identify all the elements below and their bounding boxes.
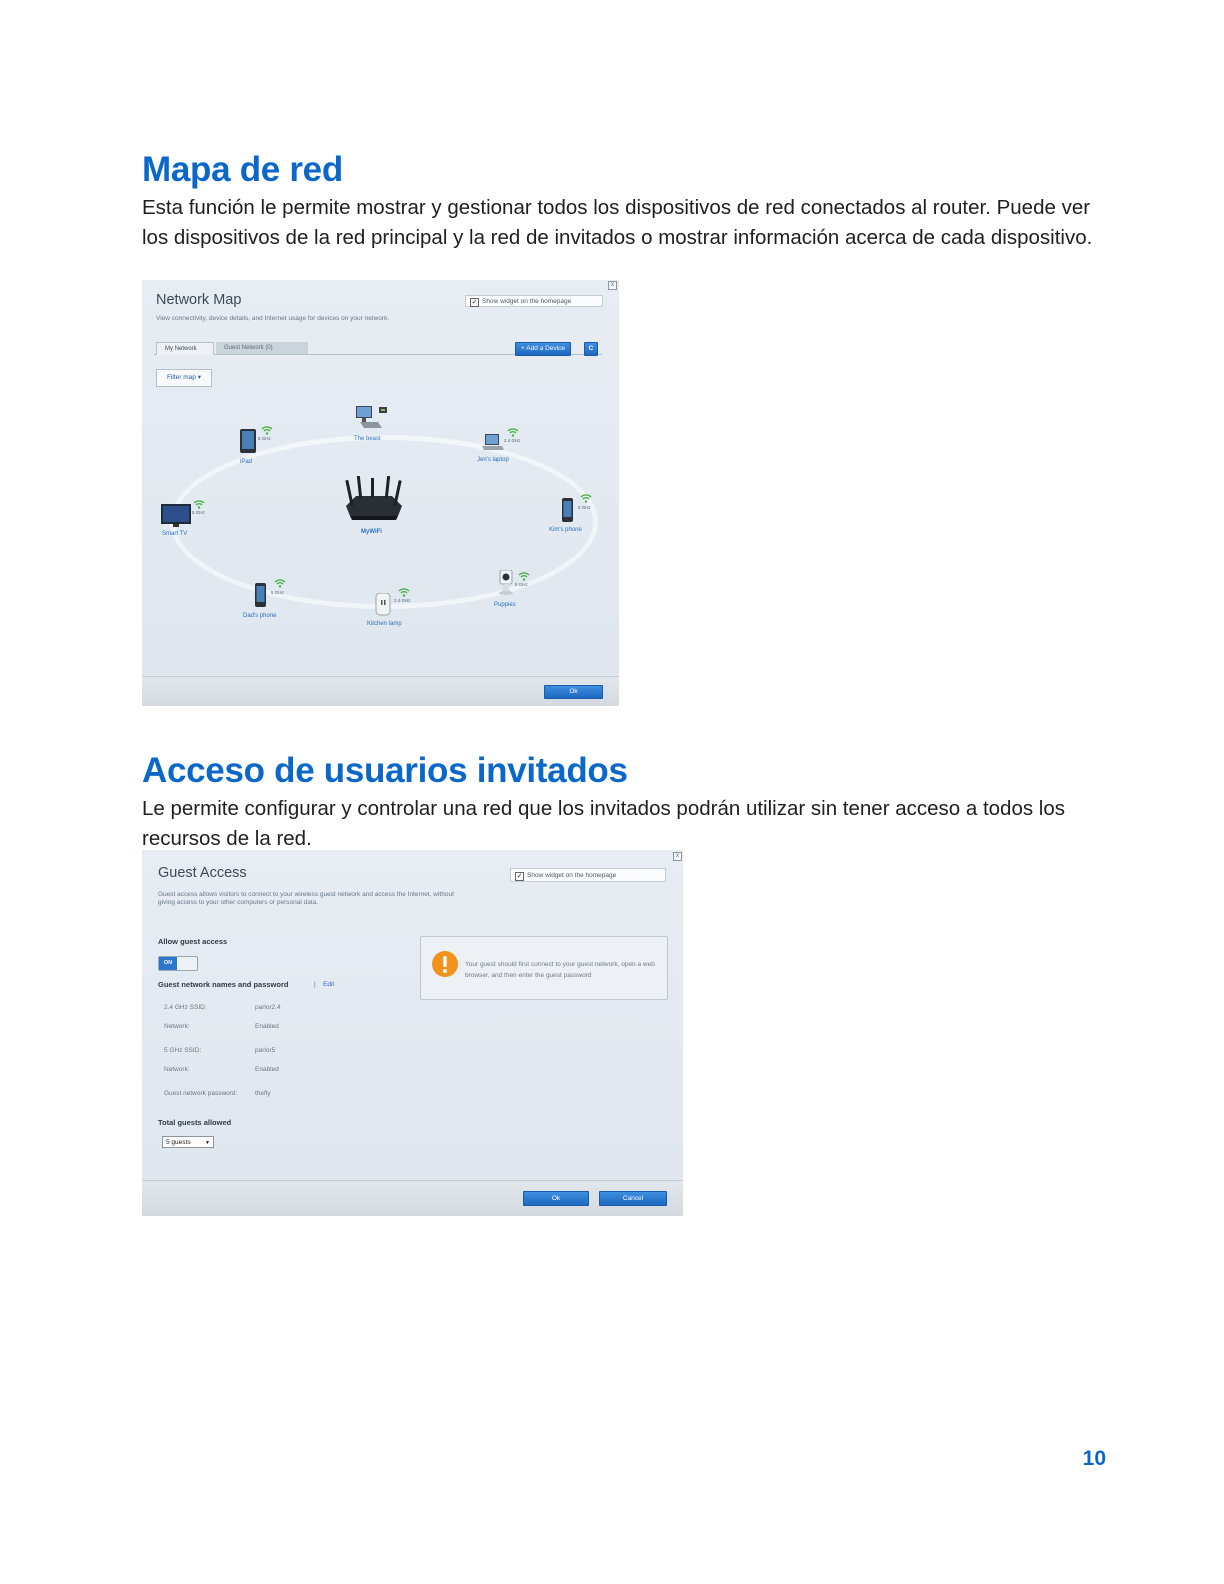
refresh-button[interactable]: C (584, 342, 598, 356)
laptop-icon[interactable] (482, 434, 504, 451)
device-label-dads-phone[interactable]: Dad's phone (243, 613, 277, 619)
tab-guest-network[interactable]: Guest Network (0) (216, 342, 308, 354)
section-heading-guest-access: Acceso de usuarios invitados (142, 751, 628, 790)
guest-access-title: Guest Access (158, 865, 247, 881)
device-band: 5 GHz (578, 505, 591, 510)
warning-icon (431, 950, 459, 978)
smart-plug-icon[interactable] (375, 593, 391, 617)
device-label-ipad[interactable]: iPad (240, 459, 253, 465)
ssid-24-key: 2.4 GHz SSID: (164, 1004, 207, 1011)
close-icon[interactable]: x (673, 852, 682, 861)
add-device-button[interactable]: + Add a Device (515, 342, 571, 356)
chevron-down-icon: ▾ (197, 374, 201, 381)
network-map-title: Network Map (156, 292, 242, 308)
device-band: 5 GHz (271, 590, 284, 595)
device-label-jens-laptop[interactable]: Jen's laptop (477, 457, 509, 463)
total-guests-select[interactable] (162, 1136, 214, 1148)
wifi-icon (507, 428, 519, 437)
ok-button[interactable]: Ok (523, 1191, 589, 1206)
wifi-icon (518, 572, 530, 581)
device-label-kims-phone[interactable]: Kim's phone (549, 527, 582, 533)
device-band: 5 GHz (515, 582, 528, 587)
tv-icon[interactable] (161, 504, 191, 527)
guest-notice-text: Your guest should first connect to your guest network, open a web browser, and then enter the guest password (465, 961, 655, 979)
show-widget-label: Show widget on the homepage (482, 298, 572, 305)
device-label-kitchen-lamp[interactable]: Kitchen lamp (367, 621, 402, 627)
chevron-down-icon: ▼ (205, 1140, 210, 1146)
toggle-on-label: ON (159, 957, 177, 970)
desktop-computer-icon[interactable] (356, 406, 390, 432)
guest-network-names-label: Guest network names and password (158, 980, 289, 989)
wifi-icon (193, 500, 205, 509)
allow-guest-access-label: Allow guest access (158, 937, 228, 946)
checkbox-checked-icon[interactable]: ✓ (471, 299, 478, 306)
network-24-key: Network: (164, 1023, 190, 1030)
show-widget-checkbox[interactable] (510, 868, 666, 882)
guest-access-footer (142, 1180, 683, 1216)
router-icon[interactable] (340, 476, 406, 522)
show-widget-checkbox[interactable] (465, 295, 603, 307)
guest-access-description-line1: Guest access allows visitors to connect to your wireless guest network and access the Internet, without (158, 891, 454, 898)
filter-map-dropdown[interactable] (156, 369, 212, 387)
ssid-24-value: parlor2.4 (255, 1004, 281, 1011)
page-number: 10 (1082, 1447, 1106, 1470)
camera-icon[interactable] (498, 570, 514, 596)
edit-link[interactable]: Edit (323, 981, 335, 988)
phone-icon[interactable] (562, 498, 573, 522)
network-map-screenshot (142, 280, 619, 706)
device-label-smart-tv[interactable]: Smart TV (162, 531, 188, 537)
guest-notice-box (420, 936, 668, 1000)
router-label[interactable]: MyWiFi (361, 529, 382, 535)
filter-map-label: Filter map (167, 374, 196, 381)
wifi-icon (274, 579, 286, 588)
ssid-5-key: 5 GHz SSID: (164, 1047, 202, 1054)
network-map-description: View connectivity, device details, and Internet usage for devices on your network. (156, 315, 390, 322)
tablet-icon[interactable] (240, 429, 256, 453)
guest-password-value: thefly (255, 1090, 271, 1097)
network-orbit (170, 435, 598, 609)
network-24-value: Enabled (255, 1023, 279, 1030)
device-band: 5 GHz (192, 510, 205, 515)
guest-access-screenshot (142, 850, 683, 1216)
ok-button[interactable]: Ok (544, 685, 603, 699)
wifi-icon (261, 426, 273, 435)
guest-access-description-line2: giving access to your other computers or personal data. (158, 899, 319, 906)
section-paragraph-network-map: Esta función le permite mostrar y gestionar todos los dispositivos de red conectados al router. Puede ver los dispositivos de la red principal y la red de invitados o mostrar información acerca de cada dispositivo. (142, 196, 1093, 249)
device-band: 5 GHz (258, 436, 271, 441)
total-guests-label: Total guests allowed (158, 1118, 232, 1127)
wifi-icon (398, 588, 410, 597)
device-band: 2.4 GHz (394, 598, 411, 603)
checkbox-checked-icon[interactable]: ✓ (516, 873, 523, 880)
network-5-key: Network: (164, 1066, 190, 1073)
section-paragraph-guest-access: Le permite configurar y controlar una red que los invitados podrán utilizar sin tener acceso a todos los recursos de la red. (142, 797, 1066, 850)
cancel-button[interactable]: Cancel (599, 1191, 667, 1206)
show-widget-label: Show widget on the homepage (527, 872, 617, 879)
ssid-5-value: parlor5 (255, 1047, 276, 1054)
section-heading-network-map: Mapa de red (142, 150, 343, 189)
tab-my-network[interactable]: My Network (156, 342, 214, 355)
separator: | (314, 981, 316, 988)
total-guests-value: 5 guests (166, 1139, 191, 1146)
phone-icon[interactable] (255, 583, 266, 607)
guest-access-toggle[interactable] (158, 956, 198, 971)
close-icon[interactable]: x (608, 281, 617, 290)
wifi-icon (580, 494, 592, 503)
device-band: 2.4 GHz (504, 438, 521, 443)
device-label-puppies[interactable]: Puppies (494, 602, 516, 608)
network-map-footer (142, 676, 619, 706)
device-label-the-beast[interactable]: The beast (354, 436, 381, 442)
network-5-value: Enabled (255, 1066, 279, 1073)
guest-password-key: Guest network password: (164, 1090, 238, 1097)
